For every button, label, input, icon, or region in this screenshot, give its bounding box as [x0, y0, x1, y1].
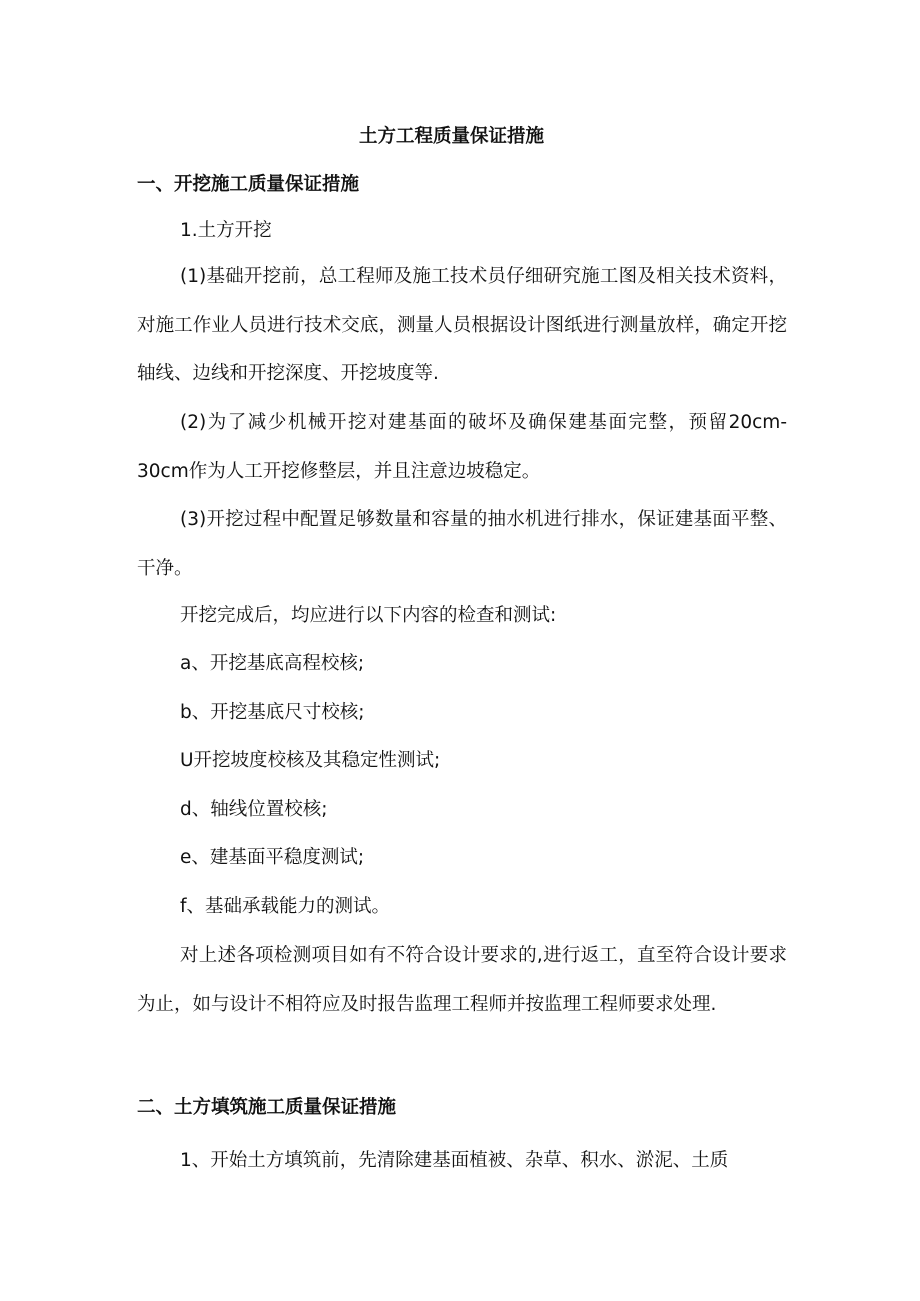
check-item: U开挖坡度校核及其稳定性测试;	[180, 750, 441, 771]
paragraph-2: (2)为了减少机械开挖对建基面的破坏及确保建基面完整，预留20cm-30cm作为人工开挖修整层，并且注意边坡稳定。	[137, 412, 787, 482]
check-intro: 开挖完成后，均应进行以下内容的检查和测试:	[180, 605, 557, 626]
subheading-earth-excavation: 1.土方开挖	[180, 220, 272, 241]
check-item: e、建基面平稳度测试;	[180, 847, 365, 868]
section-2-heading: 二、土方填筑施工质量保证措施	[137, 1097, 397, 1118]
document-title: 土方工程质量保证措施	[359, 126, 545, 147]
section-2-paragraph-1: 1、开始土方填筑前，先清除建基面植被、杂草、积水、淤泥、土质	[180, 1150, 729, 1171]
paragraph-4: 对上述各项检测项目如有不符合设计要求的,进行返工，直至符合设计要求为止，如与设计不相符应及时报告监理工程师并按监理工程师要求处理.	[137, 945, 787, 1015]
check-item: f、基础承载能力的测试。	[180, 896, 391, 917]
check-item: a、开挖基底高程校核;	[180, 653, 365, 674]
check-item: b、开挖基底尺寸校核;	[180, 702, 365, 723]
check-item: d、轴线位置校核;	[180, 799, 328, 820]
paragraph-1: (1)基础开挖前，总工程师及施工技术员仔细研究施工图及相关技术资料，对施工作业人员进行技术交底，测量人员根据设计图纸进行测量放样，确定开挖轴线、边线和开挖深度、开挖坡度等.	[137, 266, 787, 384]
section-1-heading: 一、开挖施工质量保证措施	[137, 174, 360, 195]
paragraph-3: (3)开挖过程中配置足够数量和容量的抽水机进行排水，保证建基面平整、干净。	[137, 509, 787, 579]
